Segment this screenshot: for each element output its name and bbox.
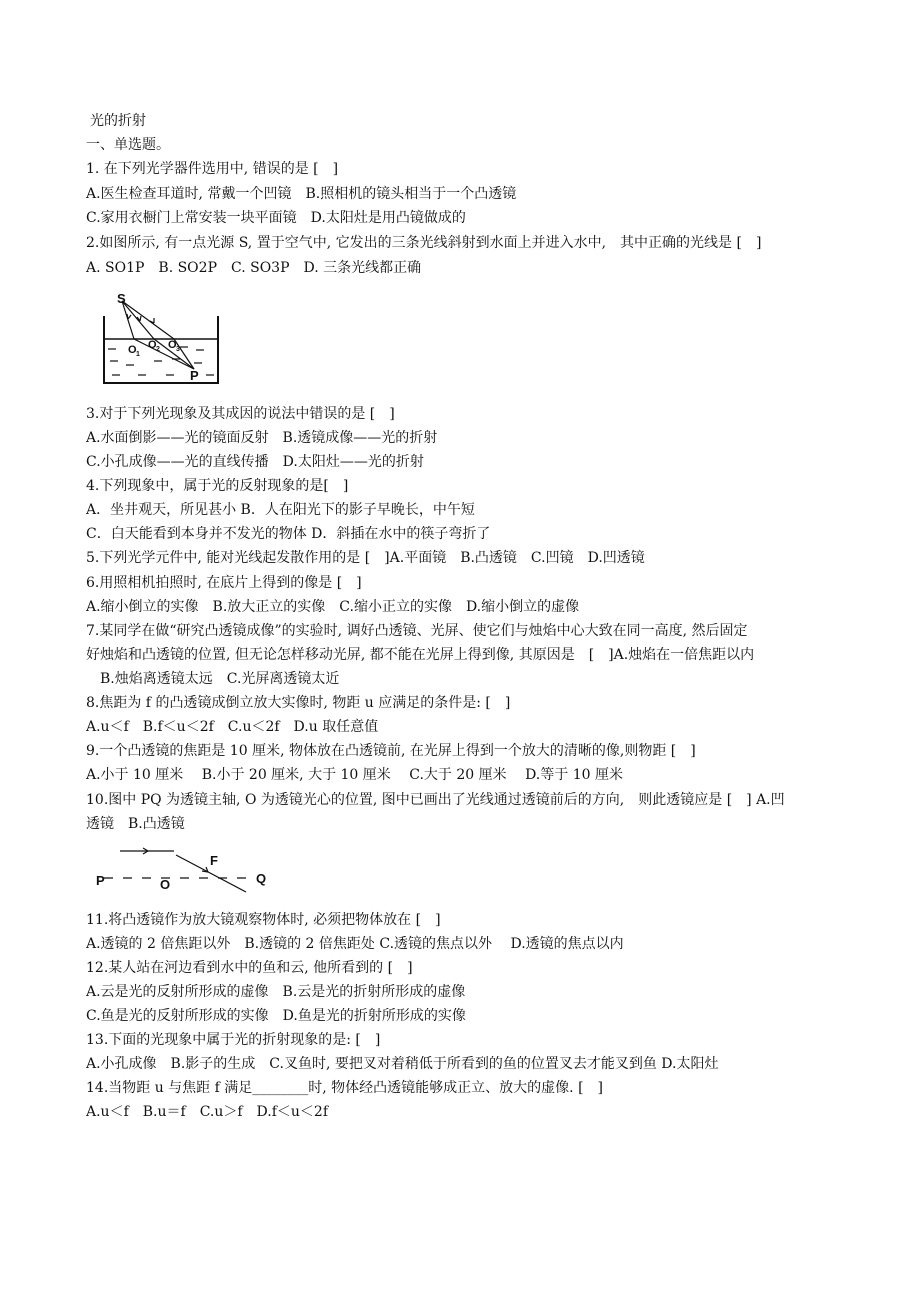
q4-options-ab: A．坐井观天，所见甚小 B．人在阳光下的影子早晚长，中午短: [86, 502, 475, 518]
q7-stem-1: 7.某同学在做“研究凸透镜成像”的实验时, 调好凸透镜、光屏、使它们与烛焰中心大致在同一高度, 然后固定: [86, 623, 748, 639]
q3-options-cd: C.小孔成像——光的直线传播 D.太阳灶——光的折射: [86, 454, 424, 470]
q4-options-cd: C．白天能看到本身并不发光的物体 D．斜插在水中的筷子弯折了: [86, 526, 491, 542]
q2-options: A. SO1P B. SO2P C. SO3P D. 三条光线都正确: [86, 260, 422, 276]
label-axis-p: P: [96, 873, 105, 888]
label-o3-sub: 3: [176, 346, 180, 353]
q9-stem: 9.一个凸透镜的焦距是 10 厘米, 物体放在凸透镜前, 在光屏上得到一个放大的清晰的像,则物距 [ ]: [86, 743, 696, 759]
q12-options-ab: A.云是光的反射所形成的虚像 B.云是光的折射所形成的虚像: [86, 984, 466, 1000]
label-center-o: O: [160, 877, 171, 892]
q11-options: A.透镜的 2 倍焦距以外 B.透镜的 2 倍焦距处 C.透镜的焦点以外 D.透镜的焦点以内: [86, 936, 624, 952]
doc-title: 光的折射: [90, 113, 146, 129]
q7-options: B.烛焰离透镜太远 C.光屏离透镜太近: [86, 671, 340, 687]
label-focus-f: F: [210, 853, 218, 868]
label-o1-sub: 1: [136, 351, 140, 358]
label-axis-q: Q: [256, 871, 267, 886]
water-refraction-figure: [84, 283, 234, 387]
q7-stem-2: 好烛焰和凸透镜的位置, 但无论怎样移动光屏, 都不能在光屏上得到像, 其原因是 [ ]A.烛焰在一倍焦距以内: [86, 647, 755, 663]
q1-options-ab: A.医生检查耳道时, 常戴一个凹镜 B.照相机的镜头相当于一个凸透镜: [86, 186, 517, 202]
lens-axis-figure: [88, 843, 288, 893]
q14-options: A.u＜f B.u＝f C.u＞f D.f＜u＜2f: [86, 1104, 329, 1120]
label-p: P: [190, 368, 199, 383]
q9-options: A.小于 10 厘米 B.小于 20 厘米, 大于 10 厘米 C.大于 20 厘米 D.等于 10 厘米: [86, 767, 623, 783]
label-o3: O: [168, 339, 177, 351]
label-o2-sub: 2: [156, 346, 160, 353]
q10-options: 透镜 B.凸透镜: [86, 816, 185, 832]
q3-stem: 3.对于下列光现象及其成因的说法中错误的是 [ ]: [86, 406, 395, 422]
q3-options-ab: A.水面倒影——光的镜面反射 B.透镜成像——光的折射: [86, 430, 438, 446]
q4-stem: 4.下列现象中，属于光的反射现象的是[ ]: [86, 478, 349, 494]
q12-stem: 12.某人站在河边看到水中的鱼和云, 他所看到的 [ ]: [86, 960, 413, 976]
q6-options: A.缩小倒立的实像 B.放大正立的实像 C.缩小正立的实像 D.缩小倒立的虚像: [86, 599, 580, 615]
q1-stem: 1. 在下列光学器件选用中, 错误的是 [ ]: [86, 161, 339, 177]
label-o1: O: [128, 344, 137, 356]
q6-stem: 6.用照相机拍照时, 在底片上得到的像是 [ ]: [86, 575, 362, 591]
q2-stem: 2.如图所示, 有一点光源 S, 置于空气中, 它发出的三条光线斜射到水面上并进入水中, 其中正确的光线是 [ ]: [86, 235, 762, 251]
q5-stem: 5.下列光学元件中, 能对光线起发散作用的是 [ ]A.平面镜 B.凸透镜 C.凹镜 D.凹透镜: [86, 550, 645, 566]
q1-options-cd: C.家用衣橱门上常安装一块平面镜 D.太阳灶是用凸镜做成的: [86, 210, 466, 226]
q13-options: A.小孔成像 B.影子的生成 C.叉鱼时, 要把叉对着稍低于所看到的鱼的位置叉去才能叉到鱼 D.太阳灶: [86, 1056, 719, 1072]
q8-stem: 8.焦距为 f 的凸透镜成倒立放大实像时, 物距 u 应满足的条件是: [ ]: [86, 695, 511, 711]
q11-stem: 11.将凸透镜作为放大镜观察物体时, 必须把物体放在 [ ]: [86, 912, 441, 928]
q10-stem: 10.图中 PQ 为透镜主轴, O 为透镜光心的位置, 图中已画出了光线通过透镜前后的方向, 则此透镜应是 [ ] A.凹: [86, 792, 785, 808]
q12-options-cd: C.鱼是光的反射所形成的实像 D.鱼是光的折射所形成的实像: [86, 1008, 466, 1024]
section-heading: 一、单选题。: [86, 137, 170, 153]
q13-stem: 13.下面的光现象中属于光的折射现象的是: [ ]: [86, 1032, 381, 1048]
q8-options: A.u＜f B.f＜u＜2f C.u＜2f D.u 取任意值: [86, 719, 379, 735]
label-s: S: [117, 291, 126, 306]
label-o2: O: [148, 339, 157, 351]
q14-stem: 14.当物距 u 与焦距 f 满足________时, 物体经凸透镜能够成正立、放大的虚像. [ ]: [86, 1080, 603, 1096]
